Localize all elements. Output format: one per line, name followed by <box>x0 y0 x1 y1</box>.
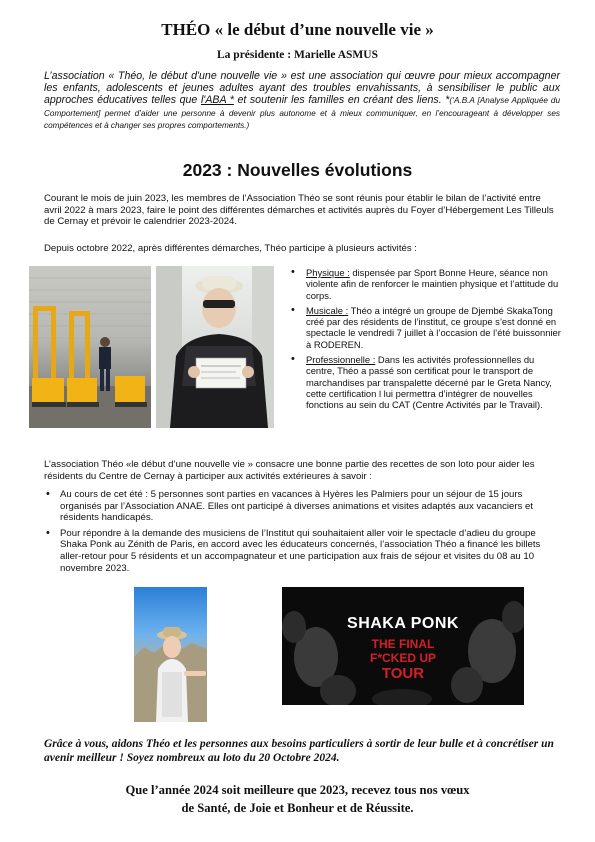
list-item: • Au cours de cet été : 5 personnes sont parties en vacances à Hyères les Palmiers pour un séjour de 15 jours organisés par l’Association ANAE. Elles ont participé à diverses animations et visites adaptés aux vacanciers et résidents handicapés. <box>44 489 560 524</box>
photo-vacation <box>134 587 207 722</box>
paragraph-loto: L’association Théo «le début d’une nouvelle vie » consacre une bonne partie des recettes de son loto pour aider les résidents du Centre de Cernay à participer aux activités extérieures à savoir : <box>44 459 535 482</box>
intro-text-a: L’association « Théo, le début d'une nouvelle vie » est une association qui œuvre pour mieux accompagner les enfants, adolescents et jeunes adultes ayant des troubles envahissants, à sensibiliser le public aux approches éducatives telles que <box>44 70 560 107</box>
wishes-line-2: de Santé, de Joie et Bonheur et de Réussite. <box>181 801 414 815</box>
paragraph-activities-intro: Depuis octobre 2022, après différentes démarches, Théo participe à plusieurs activités : <box>44 243 417 254</box>
warehouse-illustration <box>29 266 151 428</box>
vacation-illustration <box>134 587 207 722</box>
paragraph-bilan: Courant le mois de juin 2023, les membres de l’Association Théo se sont réunis pour établir le bilan de l’activité entre avril 2022 à mars 2023, faire le point des différentes démarches et activités auprès du Foyer d’Hébergement Les Tilleuls de Cernay et prévoir le calendrier 2023-2024. <box>44 193 554 228</box>
list-item: • Pour répondre à la demande des musiciens de l’Institut qui souhaitaient aller voir le spectacle d’adieu du groupe Shaka Ponk au Zénith de Paris, en accord avec les éducateurs concernés, l’association Théo a financé les billets aller-retour pour 5 résidents et un accompagnateur et une participation aux frais de séjour et visites du 08 au 10 novembre 2023. <box>44 528 560 574</box>
photo-certificate <box>156 266 274 428</box>
activities-list <box>291 267 563 415</box>
aba-term: l'ABA * <box>200 94 234 107</box>
aba-footnote: (‘A.B.A [Analyse Appliquée du Comportement] permet d’aider une personne à devenir plus autonome et à mieux communiquer, en l’encourageant à développer ses compétences et à changer ses propres comportements.) <box>44 96 561 130</box>
activity-label: Physique : <box>306 267 350 278</box>
section-title: 2023 : Nouvelles évolutions <box>182 160 413 180</box>
activity-text: Dans les activités professionnelles du centre, Théo a passé son certificat pour le transport de marchandises par transpalette décerné par le Greta Nancy, cette certification l lui permettra d’intégrer de nouvelles fonctions au sein du CAT (Centre Activités par le Travail). <box>306 354 552 411</box>
intro-text-b: et soutenir les familles en créant des liens. * <box>233 94 450 107</box>
list-item <box>291 267 563 301</box>
poster-band-name: SHAKA PONK <box>347 615 459 632</box>
shaka-ponk-poster <box>282 587 524 705</box>
wishes-line-1: Que l’année 2024 soit meilleure que 2023, recevez tous nos vœux <box>125 783 470 797</box>
activity-text: Théo a intégré un groupe de Djembé SkakaTong créé par des résidents de l’institut, ce groupe s’est donné en spectacle le vendredi 7 juillet à l’occasion de l’été buissonnier à RODEREN. <box>306 304 561 350</box>
photo-warehouse-forklift <box>29 266 151 428</box>
intro-paragraph <box>44 70 560 131</box>
activity-label: Musicale : <box>306 304 349 316</box>
poster-line-1: THE FINAL <box>371 637 435 651</box>
loto-list <box>44 489 560 578</box>
list-item <box>291 305 563 350</box>
poster-line-2: F*CKED UP <box>369 651 436 665</box>
list-item <box>291 354 563 410</box>
page-title: THÉO « le début d’une nouvelle vie » <box>161 20 434 39</box>
president-line: La présidente : Marielle ASMUS <box>217 49 378 61</box>
activity-label: Professionnelle : <box>306 354 376 366</box>
thanks-message: Grâce à vous, aidons Théo et les personnes aux besoins particuliers à sortir de leur bulle et à concrétiser un avenir meilleur ! Soyez nombreux au loto du 20 Octobre 2024. <box>44 738 554 764</box>
new-year-wishes <box>0 781 595 817</box>
poster-line-3: TOUR <box>381 665 425 682</box>
activity-text: dispensée par Sport Bonne Heure, séance non violente afin de renforcer le maintien physique et l’attitude du corps. <box>306 267 559 301</box>
certificate-illustration <box>156 266 274 428</box>
